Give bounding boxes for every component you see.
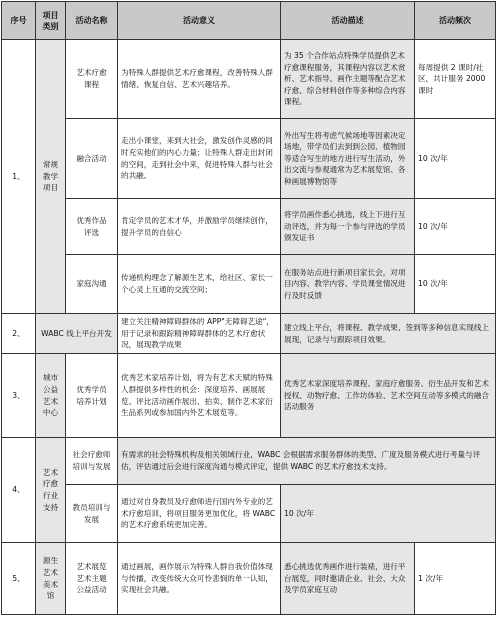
table-row [2, 119, 496, 199]
table-row [2, 354, 496, 438]
row-desc: 悉心挑选优秀画作进行装裱，进行平台展览，同时邀请企业、社会、大众及学员家庭互动 [281, 543, 415, 615]
row-category: 源生 艺术 美术 馆 [36, 543, 66, 615]
row-name: 优秀作品 评选 [66, 199, 118, 255]
row-no: 3、 [2, 354, 36, 438]
header-meaning: 活动意义 [118, 2, 281, 40]
row-meaning: 建立关注精神障碍群体的 APP"无障碍艺途"，用于记录和跟踪精神障碍群体的艺术疗愈状况，展现教学成果 [118, 314, 281, 354]
row-meaning: 肯定学员的艺术才华，并激励学员继续创作，提升学员的自信心 [118, 199, 281, 255]
table-row [2, 543, 496, 615]
row-no: 1、 [2, 40, 36, 314]
row-desc: 外出写生将考虑气候场地等因素决定场地，带学员们去到到公园、植物园等适合写生的地方进行写生活动，外出交流与参观通常为艺术展览馆、各种画展博物馆等 [281, 119, 415, 199]
row-name: 融合活动 [66, 119, 118, 199]
row-freq: 1 次/年 [415, 543, 496, 615]
row-desc: 10 次/年 [281, 485, 496, 543]
row-freq: 10 次/年 [415, 199, 496, 255]
row-freq: 每周提供 2 课时/社区，共计服务 2000 课时 [415, 40, 496, 119]
row-meaning: 优秀艺术家培养计划，将为有艺术天赋的特殊人群提供多样性的机会：深度培养、画展展览、评比活动画作展出、拍卖、制作艺术家衍生品系列或参加国内外艺术展览等。 [118, 354, 281, 438]
row-meaning: 为特殊人群提供艺术疗愈课程，改善特殊人群情绪、恢复自信、艺术兴趣培养。 [118, 40, 281, 119]
row-desc: 优秀艺术家深度培养课程、家庭疗愈服务、衍生品开发和艺术授权、动物疗愈、工作坊体验、艺术空间互动等多模式的融合活动服务 [281, 354, 496, 438]
row-no: 5、 [2, 543, 36, 615]
row-category: 艺术 疗愈 行业 支持 [36, 438, 66, 543]
header-no: 序号 [2, 2, 36, 40]
table-row [2, 255, 496, 314]
row-desc: 建立线上平台，将课程、教学成果、签到等多种信息实现线上展现，记录与与跟踪项目效果。 [281, 314, 496, 354]
table-row [2, 485, 496, 543]
row-category: 城市 公益 艺术 中心 [36, 354, 66, 438]
row-name: 教员培训与发展 [66, 485, 118, 543]
row-desc: 在服务站点进行新项目家长会，对项目内容、教学内容、学员课堂情况进行及时反馈 [281, 255, 415, 314]
row-meaning: 通过画展，画作展示为特殊人群自我价值体现与传播，改变传统大众可怜悲悯的单一认知，实现社会共融。 [118, 543, 281, 615]
row-freq: 10 次/年 [415, 255, 496, 314]
row-name: 优秀学员 培养计划 [66, 354, 118, 438]
table-row [2, 40, 496, 119]
row-desc: 有需求的社会特殊机构及相关领域行业，WABC 会根据需求服务群体的类型、广度及服务模式进行考量与评估，评估通过后会进行深度沟通与模式评定，提供 WABC 的艺术疗愈技术支持。 [118, 438, 496, 485]
row-name: 艺术疗愈 课程 [66, 40, 118, 119]
row-no: 2、 [2, 314, 36, 354]
row-category: 常规 教学 项目 [36, 40, 66, 314]
row-desc: 将学员画作悉心挑选，线上下进行互动评选，并为每一个参与评选的学员颁发证书 [281, 199, 415, 255]
row-name: 社会疗愈师培训与发展 [66, 438, 118, 485]
header-row [2, 2, 496, 40]
row-freq: 10 次/年 [415, 119, 496, 199]
header-freq: 活动频次 [415, 2, 496, 40]
table-row [2, 314, 496, 354]
row-meaning: 走出小课堂，来到大社会，激发创作灵感的同时充实他们的内心力量；让特殊人群走出封闭的空间，走到社会中来，促进特殊人群与社会的共融。 [118, 119, 281, 199]
row-no: 4、 [2, 438, 36, 543]
header-category: 项目 类别 [36, 2, 66, 40]
row-meaning: 传递机构理念了解源生艺术，给社区、家长一个心灵上互通的交流空间； [118, 255, 281, 314]
table-row [2, 438, 496, 485]
row-name: WABC 线上平台开发 [36, 314, 118, 354]
row-meaning: 通过对自身教员及疗愈师进行国内外专业的艺术疗愈培训，将项目服务更加优化，将 WABC 的艺术疗愈系统更加完善。 [118, 485, 281, 543]
activity-table [1, 1, 496, 615]
row-name: 艺术展览 艺术主题 公益活动 [66, 543, 118, 615]
row-desc: 为 35 个合作站点特殊学员提供艺术疗愈课程服务，其课程内容以艺术赏析、艺术指导、画作主题等配合艺术疗愈、综合材料创作等多种综合内容课程。 [281, 40, 415, 119]
header-desc: 活动描述 [281, 2, 415, 40]
header-name: 活动名称 [66, 2, 118, 40]
row-name: 家庭沟通 [66, 255, 118, 314]
table-row [2, 199, 496, 255]
